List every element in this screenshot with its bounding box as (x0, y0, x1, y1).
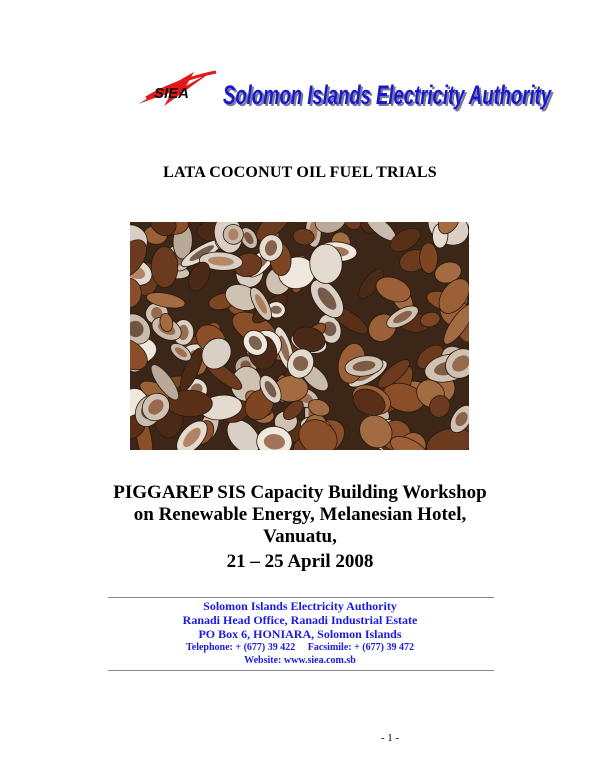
phone-fax: Telephone: + (677) 39 422 Facsimile: + (677) 39 472 (186, 642, 414, 653)
workshop-title (0, 482, 600, 548)
contact-block (0, 599, 600, 667)
workshop-line-3: Vanuatu, (263, 526, 337, 547)
document-title: LATA COCONUT OIL FUEL TRIALS (163, 164, 437, 181)
siea-logo (136, 66, 554, 116)
po-box: PO Box 6, HONIARA, Solomon Islands (198, 627, 402, 641)
divider-bottom (108, 670, 494, 671)
divider-top (108, 597, 494, 598)
logo-wordmark: Solomon Islands Electricity Authority (223, 80, 553, 110)
workshop-line-1: PIGGAREP SIS Capacity Building Workshop (113, 482, 487, 503)
website-link[interactable]: Website: www.siea.com.sb (244, 655, 356, 666)
logo-mark-text: SIEA (154, 85, 190, 102)
coconut-shells-photo (130, 222, 469, 450)
org-name: Solomon Islands Electricity Authority (203, 599, 397, 613)
workshop-line-2: on Renewable Energy, Melanesian Hotel, (133, 504, 467, 525)
page-number: - 1 - (380, 732, 400, 744)
office-address: Ranadi Head Office, Ranadi Industrial Estate (182, 613, 418, 627)
workshop-dates: 21 – 25 April 2008 (226, 551, 374, 572)
logo-wordmark-shadow: Solomon Islands Electricity Authority (225, 82, 554, 112)
